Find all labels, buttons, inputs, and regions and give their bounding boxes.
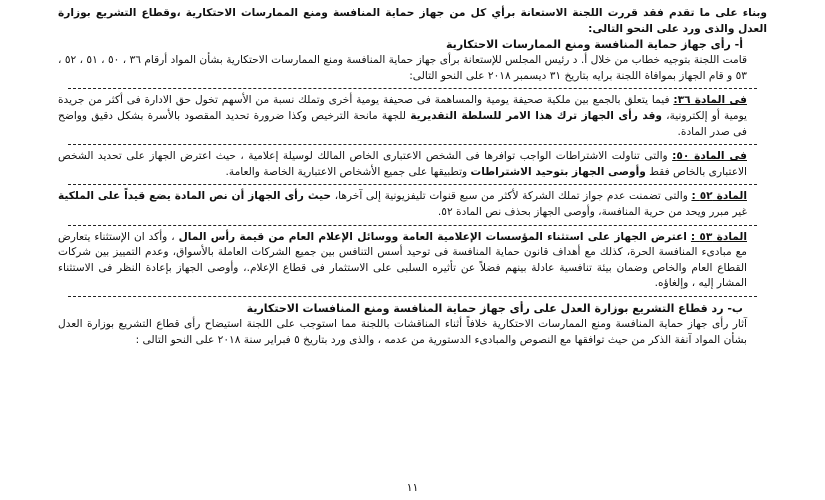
divider	[68, 296, 757, 297]
intro-line-1: وبناء على ما تقدم فقد قررت اللجنة الاستعانة برأي كل من جهاز حماية المنافسة ومنع الممارسات	[241, 7, 767, 19]
page-number: ١١	[406, 481, 419, 494]
article-50-paragraph	[58, 149, 767, 180]
divider	[68, 225, 757, 226]
section-a-heading: أ- رأى جهاز حماية المنافسة ومنع الممارسات الاحتكارية	[446, 38, 743, 52]
intro-line-2: الاحتكارية ،وقطاع التشريع بوزارة العدل والذى ورد على النحو التالى:	[58, 7, 767, 35]
article-50-bold: وأوصى الجهاز بتوحيد الاشتراطات	[470, 165, 646, 178]
article-52-label: المادة ٥٢ :	[691, 190, 747, 203]
article-52-bold: حيث رأى الجهاز أن نص المادة يضع قيداً على الملكية	[58, 190, 332, 203]
article-53-label: المادة ٥٣ :	[690, 230, 748, 243]
article-50-text-1: والتى تناولت الاشتراطات الواجب توافرها فى الشخص الاعتبارى الخاص المالك لوسيلة إعلامية ، حيث اعترض الجهاز على تحديد الشخص الاعتبارى بالخاص فقط	[58, 150, 747, 178]
divider	[68, 88, 757, 89]
article-50-label: فى المادة ٥٠:	[672, 150, 747, 163]
article-36-text-1: فيما يتعلق بالجمع بين ملكية صحيفة يومية والمساهمة فى صحيفة يومية أخرى وتملك نسبة من الأسهم تخول حق الادارة فى أكثر من جريدة يومية أو إلكترونية،	[58, 94, 747, 122]
article-53-paragraph	[58, 230, 767, 292]
article-50-text-2: وتطبيقها على جميع الأشخاص الاعتبارية الخاصة والعامة.	[225, 165, 468, 178]
divider	[68, 184, 757, 185]
article-52-text-1: والتى تضمنت عدم جواز تملك الشركة لأكثر من سبع قنوات تليفزيونية إلى آخرها،	[334, 190, 688, 203]
section-b-body: آثار رأى جهاز حماية المنافسة ومنع الممارسات الاحتكارية خلافاً أثناء المناقشات باللجنة مما استوجب على اللجنة استيضاح رأى قطاع التشريع بوزارة العدل بشأن المواد آنفة الذكر من حيث توافقها مع النصوص والمبادىء الدستورية من عدمه ، والذى ورد بتاريخ ٥ فبراير سنة ٢٠١٨ على النحو التالى :	[58, 317, 747, 346]
article-36-bold: وقد رأى الجهاز ترك هذا الامر للسلطة التقديرية	[410, 109, 662, 122]
article-52-text-2: غير مبرر ويحد من حرية المنافسة، وأوصى الجهاز بحذف نص المادة ٥٢.	[437, 205, 747, 218]
article-53-bold: اعترض الجهاز على استثناء المؤسسات الإعلامية العامة ووسائل الإعلام العام من قيمة رأس المال	[178, 230, 687, 243]
divider	[68, 144, 757, 145]
section-a-body: قامت اللجنة بتوجيه خطاب من خلال أ. د رئيس المجلس للإستعانة برأى جهاز حماية المنافسة ومنع الممارسات الاحتكارية بشأن المواد أرقام ٣٦ ، ٥٠ ، ٥١ ، ٥٢ ، ٥٣ و قام الجهاز بموافاة اللجنة برايه بتاريخ ٣١ ديسمبر ٢٠١٨ على النحو التالى:	[58, 54, 748, 82]
article-36-label: فى المادة ٣٦:	[673, 94, 747, 107]
article-52-paragraph	[58, 189, 767, 220]
article-53-text: ، وأكد ان الإستثناء يتعارض مع مبادىء المنافسة الحرة، كذلك مع أهداف قانون حماية المنافسة فى توحيد أسس التنافس بين جميع الشركات العاملة بالأسواق، وعدم التمييز بين شركات القطاع العام والخاص وضمان بيئة تنافسية عادلة بينهم فضلاً عن تأثيره السلبى على الاستثمار فى قطاع الإعلام.، وأوصى الجهاز بإعادة النظر فى الاستثناء المشار إليه ، وإلغاؤه.	[58, 230, 747, 290]
section-b-heading: ب- رد قطاع التشريع بوزارة العدل على رأى جهاز حماية المنافسة ومنع المنافسات الاحتكارية	[246, 301, 743, 315]
intro-paragraph	[58, 6, 767, 37]
article-36-text-2: للجهة مانحة الترخيص وكذا ضرورة تحديد المقصود بالأسرة بشكل دقيق وواضح فى صدر المادة.	[58, 109, 747, 138]
article-36-paragraph	[58, 93, 767, 140]
